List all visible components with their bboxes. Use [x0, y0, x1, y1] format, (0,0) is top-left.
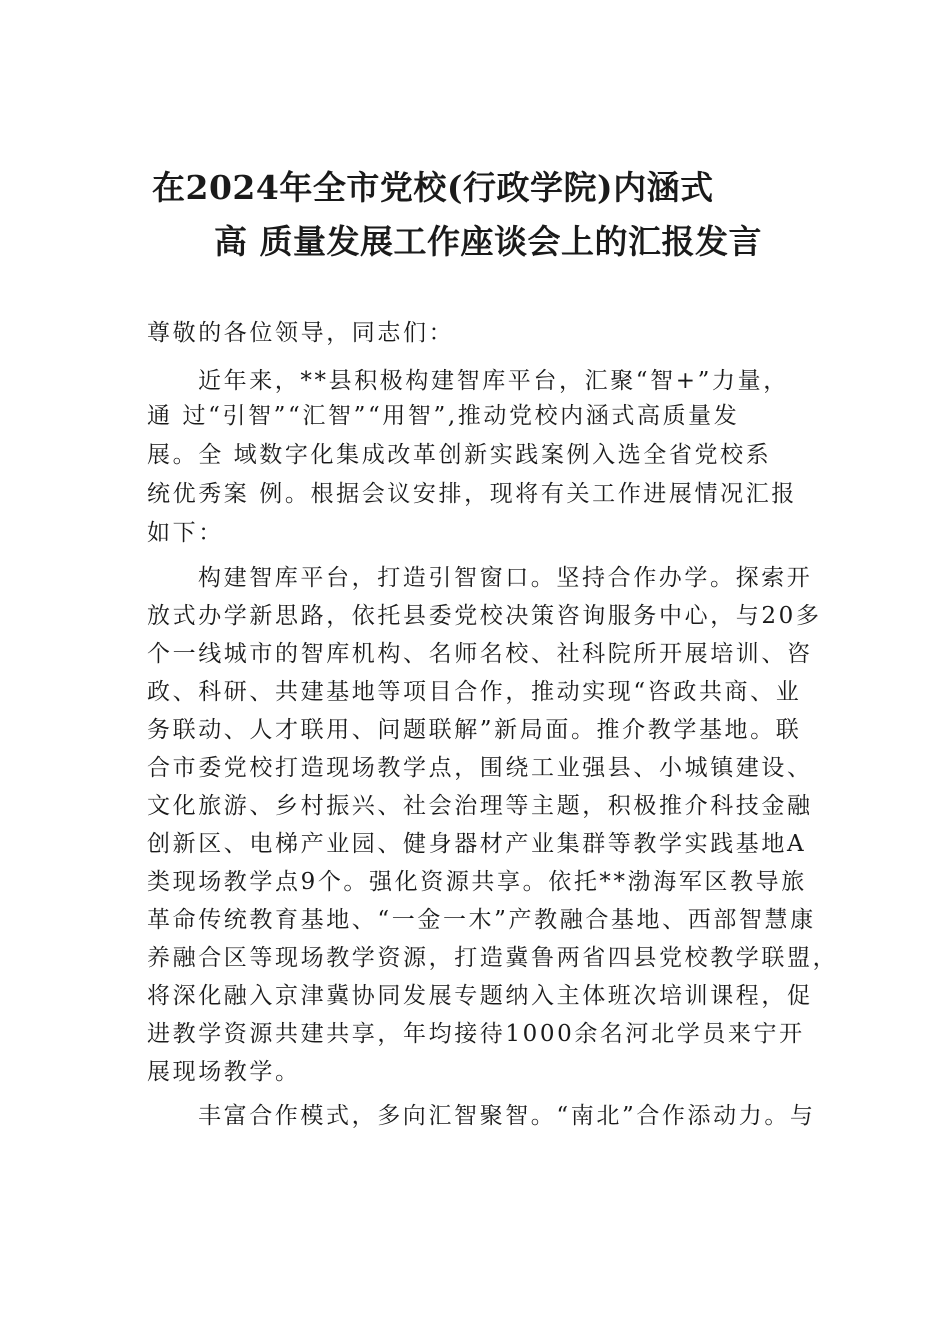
title-line-2: 高 质量发展工作座谈会上的汇报发言 — [214, 222, 762, 261]
paragraph-line: 政、科研、共建基地等项目合作，推动实现“咨政共商、业 — [147, 679, 802, 705]
title-line-1: 在2024年全市党校(行政学院)内涵式 — [152, 168, 714, 207]
paragraph-line: 个一线城市的智库机构、名师名校、社科院所开展培训、咨 — [147, 641, 813, 667]
paragraph-line: 丰富合作模式，多向汇智聚智。“南北”合作添动力。与 — [198, 1103, 816, 1129]
paragraph-line: 务联动、人才联用、问题联解”新局面。推介教学基地。联 — [147, 717, 802, 743]
paragraph-line: 通 过“引智”“汇智”“用智”,推动党校内涵式高质量发 — [147, 403, 740, 429]
paragraph-line: 革命传统教育基地、“一金一木”产教融合基地、西部智慧康 — [147, 907, 816, 933]
paragraph-line: 将深化融入京津冀协同发展专题纳入主体班次培训课程，促 — [147, 983, 813, 1009]
paragraph-line: 文化旅游、乡村振兴、社会治理等主题，积极推介科技金融 — [147, 793, 813, 819]
paragraph-line: 创新区、电梯产业园、健身器材产业集群等教学实践基地A — [147, 831, 807, 857]
paragraph-line: 展现场教学。 — [147, 1059, 301, 1085]
paragraph-line: 放式办学新思路，依托县委党校决策咨询服务中心，与20多 — [147, 603, 822, 629]
paragraph-line: 展。全 域数字化集成改革创新实践案例入选全省党校系 — [147, 442, 772, 468]
salutation: 尊敬的各位领导，同志们： — [147, 320, 455, 346]
paragraph-line: 进教学资源共建共享，年均接待1000余名河北学员来宁开 — [147, 1021, 805, 1047]
paragraph-line: 构建智库平台，打造引智窗口。坚持合作办学。探索开 — [198, 565, 813, 591]
paragraph-line: 如下： — [147, 520, 224, 546]
paragraph-line: 近年来，**县积极构建智库平台，汇聚“智+”力量， — [198, 368, 789, 394]
paragraph-line: 合市委党校打造现场教学点，围绕工业强县、小城镇建设、 — [147, 755, 813, 781]
paragraph-line: 养融合区等现场教学资源，打造冀鲁两省四县党校教学联盟， — [147, 945, 839, 971]
paragraph-line: 类现场教学点9个。强化资源共享。依托**渤海军区教导旅 — [147, 869, 807, 895]
paragraph-line: 统优秀案 例。根据会议安排，现将有关工作进展情况汇报 — [147, 481, 797, 507]
